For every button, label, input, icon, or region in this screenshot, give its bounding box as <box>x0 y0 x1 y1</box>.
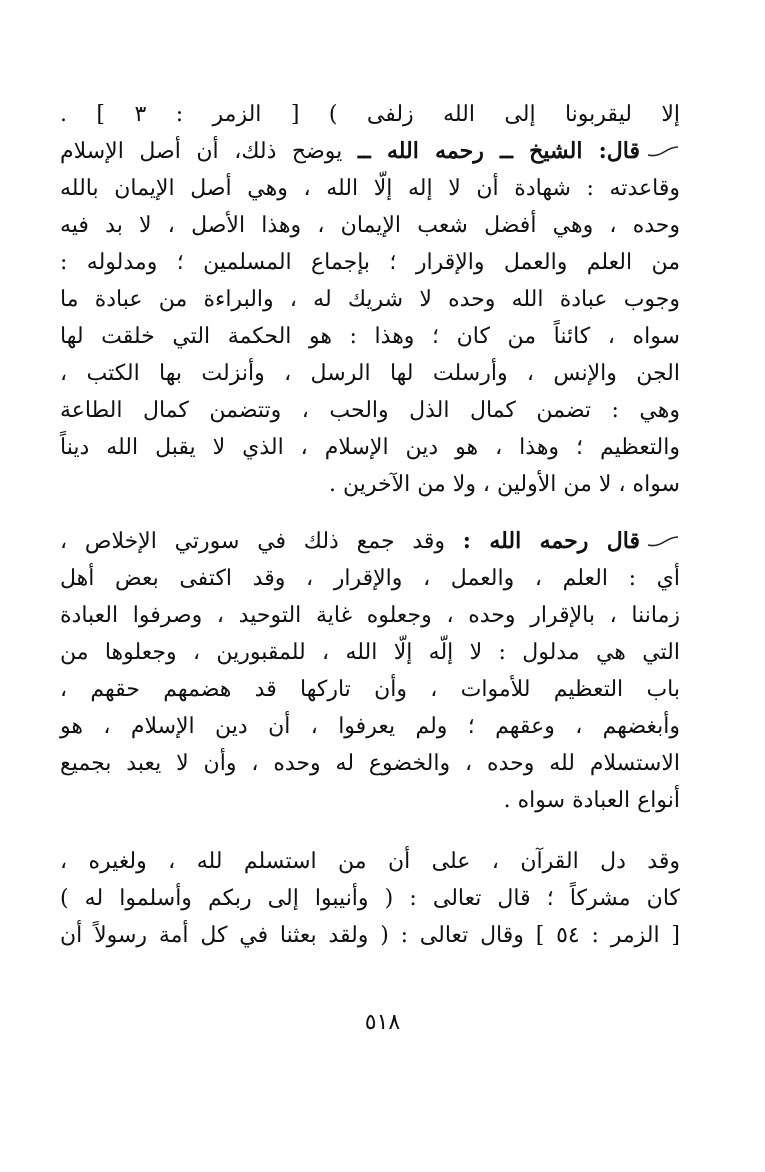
text-line-12-rest: وقد جمع ذلك في سورتي الإخلاص ، <box>60 529 446 554</box>
text-line-5: من العلم والعمل والإقرار ؛ بإجماع المسلمين ؛ ومدلوله : <box>60 250 680 275</box>
text-line-13: أي : العلم ، والعمل ، والإقرار ، وقد اكتفى بعض أهل <box>60 566 680 591</box>
text-line-17: وأبغضهم ، وعقهم ؛ ولم يعرفوا ، أن دين الإسلام ، هو <box>60 714 680 739</box>
text-line-6: وجوب عبادة الله وحده لا شريك له ، والبراءة من عبادة ما <box>60 287 680 312</box>
text-line-19: أنواع العبادة سواه . <box>503 788 680 813</box>
text-line-2 <box>60 133 680 170</box>
text-line-18: الاستسلام لله وحده ، والخضوع له وحده ، وأن لا يعبد بجميع <box>60 751 680 776</box>
text-line-15: التي هي مدلول : لا إلّه إلّا الله ، للمقبورين ، وجعلوها من <box>60 640 680 665</box>
heading-rahimahullah: قال رحمه الله : <box>462 528 640 554</box>
text-line-22: [ الزمر : ٥٤ ] وقال تعالى : ( ولقد بعثنا في كل أمة رسولاً أن <box>60 923 680 948</box>
page-number: ٥١٨ <box>364 1010 401 1035</box>
paragraph-marker-icon <box>646 145 680 159</box>
text-line-4: وحده ، وهي أفضل شعب الإيمان ، وهذا الأصل ، لا بد فيه <box>60 213 680 238</box>
text-line-7: سواه ، كائناً من كان ؛ وهذا : هو الحكمة التي خلقت لها <box>60 324 680 349</box>
body-text <box>60 96 680 954</box>
text-line-1: إلا ليقربونا إلى الله زلفى ) [ الزمر : ٣ ] . <box>60 102 680 127</box>
text-line-9: وهي : تضمن كمال الذل والحب ، وتتضمن كمال الطاعة <box>60 398 680 423</box>
paragraph-marker-icon <box>646 535 680 549</box>
text-line-16: باب التعظيم للأموات ، وأن تاركها قد هضمهم حقهم ، <box>60 677 680 702</box>
paragraph-gap <box>60 819 680 843</box>
text-line-2-rest: يوضح ذلك، أن أصل الإسلام <box>60 139 343 164</box>
text-line-8: الجن والإنس ، وأرسلت لها الرسل ، وأنزلت بها الكتب ، <box>60 361 681 386</box>
text-line-3: وقاعدته : شهادة أن لا إله إلّا الله ، وهي أصل الإيمان بالله <box>60 176 680 201</box>
heading-sheikh: قال: الشيخ ــ رحمه الله ــ <box>357 138 640 164</box>
text-line-20: وقد دل القرآن ، على أن من استسلم لله ، ولغيره ، <box>60 849 680 874</box>
text-line-21: كان مشركاً ؛ قال تعالى : ( وأنيبوا إلى ربكم وأسلموا له ) <box>60 886 680 911</box>
text-line-12 <box>60 523 680 560</box>
text-line-10: والتعظيم ؛ وهذا ، هو دين الإسلام ، الذي لا يقبل الله ديناً <box>60 435 680 460</box>
paragraph-gap <box>60 503 680 523</box>
text-line-14: زماننا ، بالإقرار وحده ، وجعلوه غاية التوحيد ، وصرفوا العبادة <box>60 603 680 628</box>
text-line-11: سواه ، لا من الأولين ، ولا من الآخرين . <box>329 472 680 497</box>
